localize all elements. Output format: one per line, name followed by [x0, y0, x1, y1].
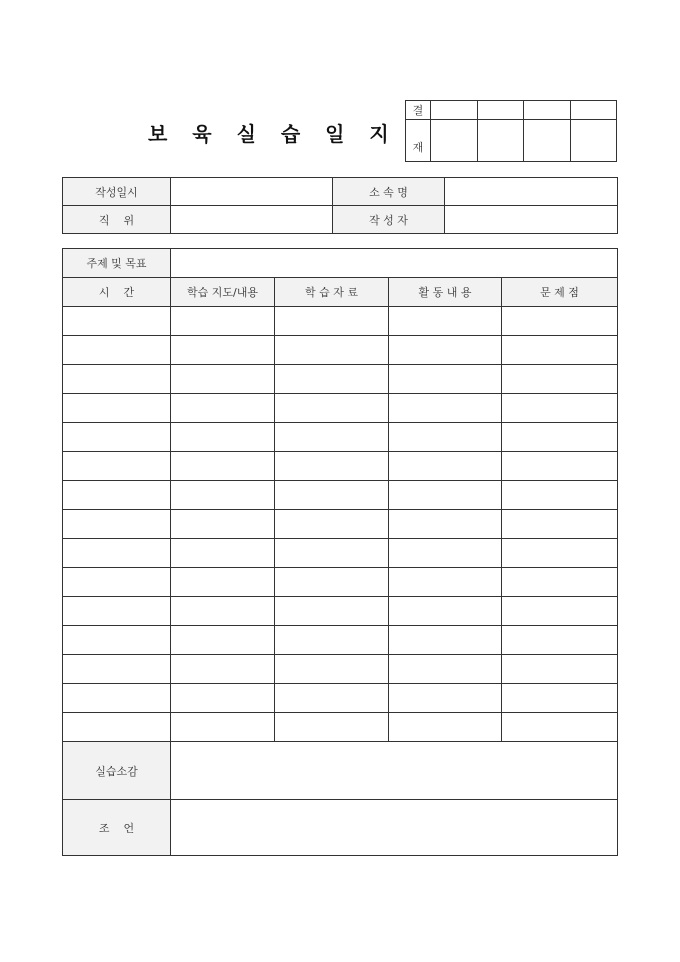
reflection-label: 실습소감: [63, 742, 171, 800]
time-cell[interactable]: [63, 568, 171, 597]
time-cell[interactable]: [63, 684, 171, 713]
time-cell[interactable]: [63, 626, 171, 655]
content-cell[interactable]: [171, 336, 275, 365]
activity-cell[interactable]: [389, 713, 502, 742]
content-cell[interactable]: [171, 713, 275, 742]
problems-cell[interactable]: [502, 713, 618, 742]
time-cell[interactable]: [63, 336, 171, 365]
info-label-author: 작 성 자: [333, 206, 445, 234]
activity-cell[interactable]: [389, 626, 502, 655]
topic-field[interactable]: [171, 249, 618, 278]
materials-cell[interactable]: [275, 394, 389, 423]
table-row: [63, 423, 618, 452]
table-row: [63, 597, 618, 626]
content-cell[interactable]: [171, 684, 275, 713]
table-row: [63, 568, 618, 597]
info-date-field[interactable]: [171, 178, 333, 206]
time-cell[interactable]: [63, 713, 171, 742]
materials-cell[interactable]: [275, 365, 389, 394]
table-row: [63, 655, 618, 684]
table-row: [63, 713, 618, 742]
activity-cell[interactable]: [389, 684, 502, 713]
time-cell[interactable]: [63, 423, 171, 452]
problems-cell[interactable]: [502, 568, 618, 597]
advice-field[interactable]: [171, 800, 618, 856]
activity-cell[interactable]: [389, 394, 502, 423]
topic-label: 주제 및 목표: [63, 249, 171, 278]
info-label-date: 작성일시: [63, 178, 171, 206]
time-cell[interactable]: [63, 307, 171, 336]
header-activity: 활 동 내 용: [389, 278, 502, 307]
problems-cell[interactable]: [502, 655, 618, 684]
materials-cell[interactable]: [275, 307, 389, 336]
content-cell[interactable]: [171, 481, 275, 510]
approval-sign-box[interactable]: [570, 120, 617, 162]
table-row: [63, 307, 618, 336]
header-materials: 학 습 자 료: [275, 278, 389, 307]
problems-cell[interactable]: [502, 307, 618, 336]
problems-cell[interactable]: [502, 510, 618, 539]
table-row: [63, 365, 618, 394]
materials-cell[interactable]: [275, 423, 389, 452]
content-cell[interactable]: [171, 539, 275, 568]
advice-label: 조 언: [63, 800, 171, 856]
page-title: 보 육 실 습 일 지: [148, 122, 398, 146]
info-author-field[interactable]: [445, 206, 618, 234]
info-position-field[interactable]: [171, 206, 333, 234]
header-time: 시 간: [63, 278, 171, 307]
problems-cell[interactable]: [502, 423, 618, 452]
problems-cell[interactable]: [502, 394, 618, 423]
content-cell[interactable]: [171, 510, 275, 539]
problems-cell[interactable]: [502, 481, 618, 510]
problems-cell[interactable]: [502, 365, 618, 394]
approval-sign-box[interactable]: [524, 120, 571, 162]
approval-sign-box[interactable]: [477, 120, 524, 162]
time-cell[interactable]: [63, 365, 171, 394]
header-content: 학습 지도/내용: [171, 278, 275, 307]
activity-cell[interactable]: [389, 452, 502, 481]
content-cell[interactable]: [171, 423, 275, 452]
info-label-position: 직 위: [63, 206, 171, 234]
main-table: [62, 248, 618, 856]
reflection-field[interactable]: [171, 742, 618, 800]
info-affiliation-field[interactable]: [445, 178, 618, 206]
table-row: [63, 510, 618, 539]
problems-cell[interactable]: [502, 626, 618, 655]
table-row: [63, 539, 618, 568]
table-row: [63, 481, 618, 510]
time-cell[interactable]: [63, 597, 171, 626]
materials-cell[interactable]: [275, 336, 389, 365]
approval-label-top: 결: [406, 101, 431, 120]
time-cell[interactable]: [63, 481, 171, 510]
activity-cell[interactable]: [389, 597, 502, 626]
table-row: [63, 452, 618, 481]
activity-cell[interactable]: [389, 365, 502, 394]
time-cell[interactable]: [63, 655, 171, 684]
time-cell[interactable]: [63, 394, 171, 423]
info-label-affiliation: 소 속 명: [333, 178, 445, 206]
content-cell[interactable]: [171, 307, 275, 336]
activity-cell[interactable]: [389, 539, 502, 568]
table-row: [63, 684, 618, 713]
content-cell[interactable]: [171, 365, 275, 394]
content-cell[interactable]: [171, 568, 275, 597]
table-row: [63, 626, 618, 655]
info-table: [62, 177, 618, 234]
problems-cell[interactable]: [502, 597, 618, 626]
approval-sign-header[interactable]: [431, 101, 478, 120]
approval-sign-header[interactable]: [477, 101, 524, 120]
time-cell[interactable]: [63, 539, 171, 568]
materials-cell[interactable]: [275, 510, 389, 539]
problems-cell[interactable]: [502, 539, 618, 568]
materials-cell[interactable]: [275, 655, 389, 684]
table-row: [63, 394, 618, 423]
materials-cell[interactable]: [275, 713, 389, 742]
problems-cell[interactable]: [502, 684, 618, 713]
approval-box: [405, 100, 617, 162]
content-cell[interactable]: [171, 394, 275, 423]
content-cell[interactable]: [171, 597, 275, 626]
content-cell[interactable]: [171, 626, 275, 655]
content-cell[interactable]: [171, 452, 275, 481]
approval-label-bottom: 재: [406, 120, 431, 162]
materials-cell[interactable]: [275, 597, 389, 626]
problems-cell[interactable]: [502, 336, 618, 365]
activity-cell[interactable]: [389, 568, 502, 597]
materials-cell[interactable]: [275, 539, 389, 568]
materials-cell[interactable]: [275, 684, 389, 713]
activity-cell[interactable]: [389, 481, 502, 510]
time-cell[interactable]: [63, 510, 171, 539]
approval-sign-header[interactable]: [524, 101, 571, 120]
problems-cell[interactable]: [502, 452, 618, 481]
approval-sign-header[interactable]: [570, 101, 617, 120]
content-cell[interactable]: [171, 655, 275, 684]
approval-sign-box[interactable]: [431, 120, 478, 162]
materials-cell[interactable]: [275, 481, 389, 510]
activity-cell[interactable]: [389, 307, 502, 336]
activity-cell[interactable]: [389, 510, 502, 539]
materials-cell[interactable]: [275, 626, 389, 655]
header-problems: 문 제 점: [502, 278, 618, 307]
header-row: [63, 278, 618, 307]
time-cell[interactable]: [63, 452, 171, 481]
activity-cell[interactable]: [389, 423, 502, 452]
activity-cell[interactable]: [389, 655, 502, 684]
activity-cell[interactable]: [389, 336, 502, 365]
materials-cell[interactable]: [275, 452, 389, 481]
materials-cell[interactable]: [275, 568, 389, 597]
table-row: [63, 336, 618, 365]
